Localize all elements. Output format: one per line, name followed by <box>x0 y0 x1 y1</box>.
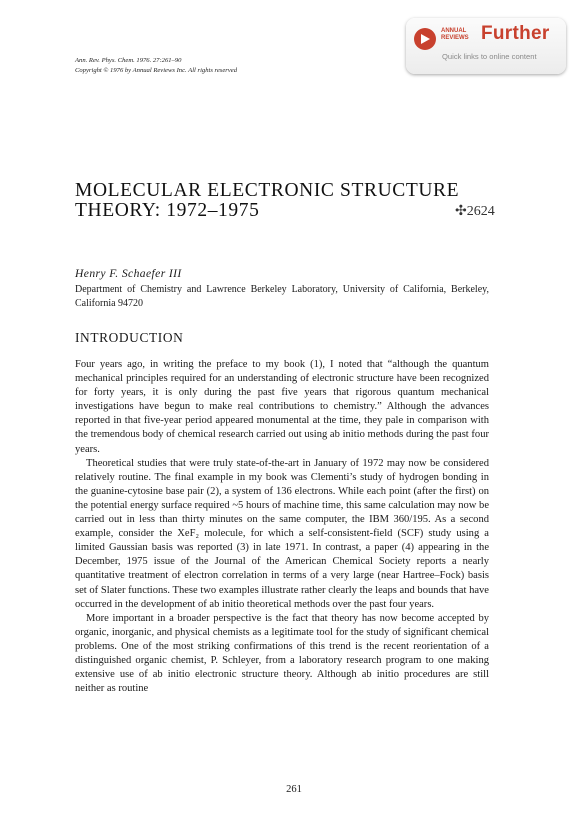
copyright-line: Copyright © 1976 by Annual Reviews Inc. All rights reserved <box>75 66 238 74</box>
further-tagline: Quick links to online content <box>442 52 537 61</box>
title-line-2: THEORY: 1972–1975 <box>75 200 260 221</box>
article-title <box>75 181 515 221</box>
author-name: Henry F. Schaefer III <box>75 267 182 280</box>
title-line-1: MOLECULAR ELECTRONIC STRUCTURE <box>75 180 460 201</box>
paragraph: More important in a broader perspective is the fact that theory has now become accepted by organic, inorganic, and physical chemists as a legitimate tool for the study of significant chemical problems. One of the most striking confirmations of this trend is the recent reorientation of a distinguished organic chemist, P. Schleyer, from a laboratory research program to one making extensive use of ab initio electronic structure theory. Although ab initio procedures are still neither as routine <box>75 612 489 695</box>
citation-line: Ann. Rev. Phys. Chem. 1976. 27:261–90 <box>75 57 182 64</box>
paragraph: Theoretical studies that were truly state-of-the-art in January of 1972 may now be considered relatively routine. The final example in my book was Clementi’s study of hydrogen bonding in the guanine-cytosine base pair (2), a system of 136 electrons. While each point (after the first) on the potential energy surface required ~5 hours of machine time, this same calculation may now be carried out in less than thirty minutes on the same computer, the IBM 360/195. As a second example, consider the XeF₂ molecule, for which a self-consistent-field (SCF) study using a limited Gaussian basis was reported (3) in late 1971. In contrast, a paper (4) appearing in the December, 1975 issue of the Journal of the American Chemical Society reports a nearly quantitative treatment of electron correlation in terms of a very large (near Hartree–Fock) basis set of Slater functions. These two examples illustrate rather clearly the leaps and bounds that have occurred in the development of ab initio theoretical methods over the past four years. <box>75 457 489 610</box>
further-links-badge[interactable] <box>406 18 566 74</box>
author-affiliation: Department of Chemistry and Lawrence Berkeley Laboratory, University of California, Berkeley, California 94720 <box>75 284 489 309</box>
body-text <box>75 358 489 696</box>
article-code: ✣2624 <box>455 204 495 219</box>
further-label: Further <box>481 23 550 44</box>
journal-citation <box>75 56 237 75</box>
page-number: 261 <box>286 784 302 795</box>
paragraph: Four years ago, in writing the preface to my book (1), I noted that “although the quantum mechanical principles required for an understanding of electronic structure have been recognized for forty years, it is only during the past five years that rigorous quantum mechanical investigations have begun to make real contributions to chemistry.” Although the advances reported in that five-year period appeared monumental at the time, they pale in comparison with the tremendous body of chemical research carried out using ab initio methods during the past four years. <box>75 359 489 455</box>
annual-reviews-label: ANNUAL REVIEWS <box>441 28 469 41</box>
section-heading: INTRODUCTION <box>75 330 184 345</box>
play-arrow-icon <box>414 28 436 50</box>
